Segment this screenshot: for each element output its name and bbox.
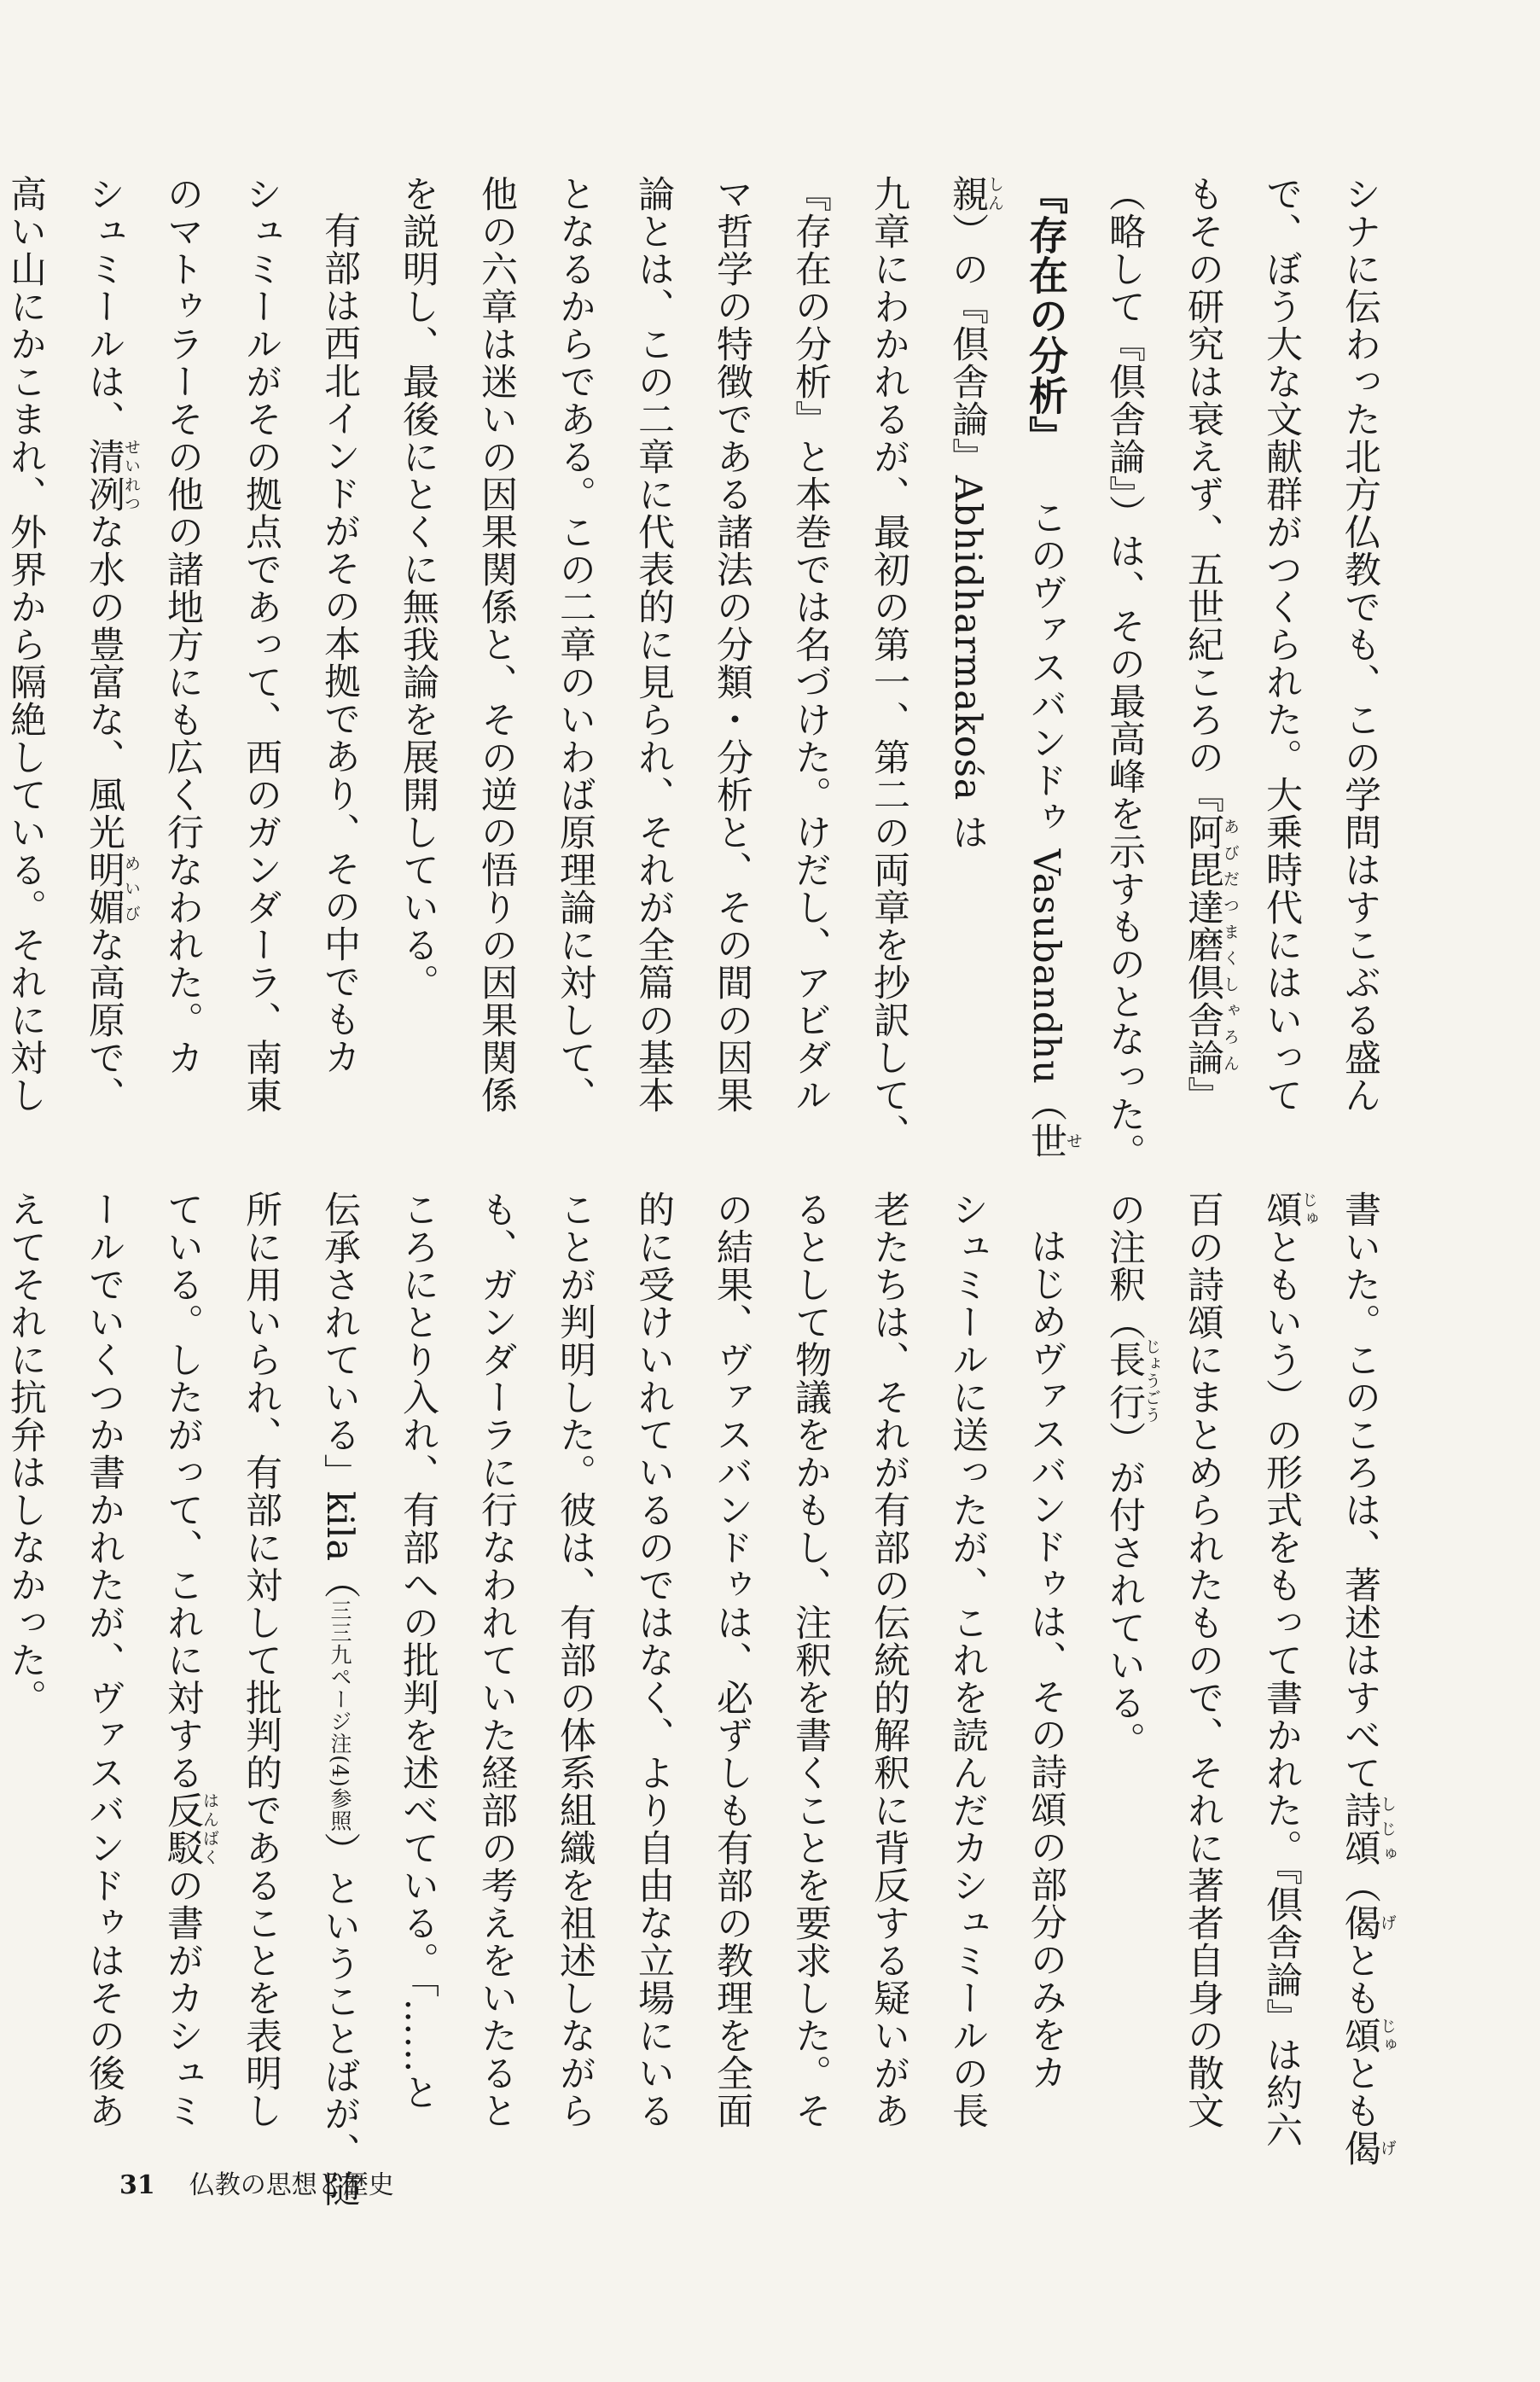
ruby-base: 清冽 [83,438,125,513]
text-segment: このヴァスバンドゥ Vasubandhu（ [1025,498,1067,1122]
text-segment: （ [1339,1867,1381,1904]
text-segment: 所に用いられ、有部に対して批判的であることを表明し [240,1191,282,2129]
ruby-base: 詩頌 [1339,1791,1381,1867]
ruby-word [161,1791,219,1867]
text-segment: シュミールに送ったが、これを読んだカシュミールの長 [946,1191,989,2129]
ruby-reading: せ [1064,1121,1083,1160]
text-segment: ）の『倶舎論』Abhidharmakośa は [946,213,989,852]
text-line [222,1191,300,2145]
text-line [693,1191,771,2145]
text-line [457,1191,536,2145]
text-line [65,1191,143,2145]
ruby-base: 反駁 [161,1791,204,1867]
ruby-reading: じゅ [1378,2017,1397,2054]
ruby-base: 偈 [1339,1904,1381,1942]
ruby-base: 頌 [1339,2017,1381,2054]
inline-note: 三三九ページ注(4)参照 [328,1599,352,1832]
text-line [1242,175,1321,1180]
text-line [536,175,614,1180]
text-segment: もその研究は衰えず、五世紀ころの『 [1182,175,1224,813]
text-segment: シュミールは、 [83,175,125,438]
text-segment: はじめヴァスバンドゥは、その詩頌の部分のみをカ [1025,1227,1067,2091]
text-segment: とも [1339,1942,1381,2017]
ruby-base: 頌 [1260,1191,1303,1228]
text-line [1242,1191,1321,2149]
text-line [379,175,457,1180]
ruby-word [1103,1338,1161,1424]
text-segment: ている。したがって、これに対する [161,1191,204,1791]
ruby-base: 世 [1025,1121,1067,1160]
text-segment: で、ぼう大な文献群がつくられた。大乗時代にはいって [1260,175,1303,1114]
ruby-word [83,851,141,926]
ruby-base: 長行 [1103,1338,1146,1424]
ruby-word [1025,1121,1083,1160]
text-line [693,175,771,1180]
text-line [300,1191,379,2208]
text-segment: 九章にわかれるが、最初の第一、第二の両章を抄訳して、 [868,175,910,1151]
text-segment: ）が付されている。 [1103,1421,1146,1759]
text-line [143,1191,222,2145]
text-line [457,175,536,1180]
text-line [1321,175,1399,1180]
ruby-base: 親 [946,175,989,213]
text-line [1164,175,1242,1180]
page-number: 31 [119,2170,155,2200]
ruby-base: 阿毘達磨倶舎論 [1182,813,1224,1076]
ruby-word [1339,2017,1397,2054]
text-line [1085,175,1164,1180]
text-line [1321,1191,1399,2167]
text-line [614,175,693,1180]
text-segment: 『存在の分析』と本巻では名づけた。けだし、アビダル [789,175,832,1114]
ruby-reading: げ [1378,2129,1397,2167]
text-line [1007,175,1085,1180]
page-footer [119,2164,394,2201]
text-segment: 老たちは、それが有部の伝統的解釈に背反する疑いがあ [868,1191,910,2129]
text-segment: を説明し、最後にとくに無我論を展開している。 [397,175,439,1001]
ruby-word [1182,813,1240,1076]
text-segment: えてそれに抗弁はしなかった。 [4,1191,47,1716]
text-line [536,1191,614,2145]
text-line [614,1191,693,2145]
text-segment: とも [1339,2054,1381,2129]
ruby-reading: じょうごう [1142,1338,1161,1424]
text-line [1085,1191,1164,2145]
text-segment: マ哲学の特徴である諸法の分類・分析と、その間の因果 [711,175,753,1114]
text-segment: シナに伝わった北方仏教でも、この学問はすこぶる盛ん [1339,175,1381,1114]
text-segment: な高原で、 [83,926,125,1114]
text-line [1164,1191,1242,2145]
text-segment: ことが判明した。彼は、有部の体系組織を祖述しながら [554,1191,596,2129]
ruby-reading: しん [985,175,1004,213]
text-segment: ともいう）の形式をもって書かれた。『倶舎論』は約六 [1260,1228,1303,2149]
text-segment: 論とは、この二章に代表的に見られ、それが全篇の基本 [632,175,675,1114]
text-segment: 』 [1182,1076,1224,1114]
text-line [928,175,1007,1180]
text-segment: の書がカシュミ [161,1867,204,2129]
text-segment: 他の六章は迷いの因果関係と、その逆の悟りの因果関係 [475,175,518,1114]
text-segment: 書いた。このころは、著述はすべて [1339,1191,1381,1791]
text-line [0,175,65,1180]
text-segment: 伝承されている」kila（ [318,1191,361,1600]
section-heading: 『存在の分析』 [1023,175,1069,456]
text-segment: 高い山にかこまれ、外界から隔絶している。それに対し [4,175,47,1114]
ruby-base: 偈 [1339,2129,1381,2167]
text-line [771,175,850,1180]
upper-text-block [4,175,1399,1180]
ruby-reading: しじゅ [1378,1791,1397,1867]
ruby-word [1339,1904,1397,1942]
text-line [222,175,300,1180]
ruby-reading: じゅ [1299,1191,1318,1228]
text-line [850,175,928,1180]
text-segment: （略して『倶舎論』）は、その最高峰を示すものとなった。 [1103,175,1146,1171]
text-segment: るとして物議をかもし、注釈を書くことを要求した。そ [789,1191,832,2129]
text-segment: のマトゥラーその他の諸地方にも広く行なわれた。カ [161,175,204,1076]
ruby-reading: はんばく [200,1791,219,1867]
text-line [379,1191,457,2145]
text-segment: となるからである。この二章のいわば原理論に対して、 [554,175,596,1114]
text-segment: ）ということばが、随 [318,1832,361,2208]
text-segment: も、ガンダーラに行なわれていた経部の考えをいたると [475,1191,518,2129]
ruby-reading: げ [1378,1904,1397,1942]
text-line [771,1191,850,2145]
text-segment: な水の豊富な、風光 [83,513,125,851]
text-line [65,175,143,1180]
ruby-word [1339,1791,1397,1867]
text-line [143,175,222,1180]
text-segment: 有部は西北インドがその本拠であり、その中でもカ [318,212,361,1075]
text-segment: 的に受けいれているのではなく、より自由な立場にいる [632,1191,675,2129]
text-segment: ールでいくつか書かれたが、ヴァスバンドゥはその後あ [83,1191,125,2129]
ruby-base: 明媚 [83,851,125,926]
ruby-word [83,438,141,513]
ruby-reading: あびだつまくしゃろん [1221,813,1240,1076]
text-segment: 百の詩頌にまとめられたもので、それに著者自身の散文 [1182,1191,1224,2129]
ruby-word [1339,2129,1397,2167]
ruby-word [946,175,1004,213]
text-segment: の結果、ヴァスバンドゥは、必ずしも有部の教理を全面 [711,1191,753,2129]
text-segment: シュミールがその拠点であって、西のガンダーラ、南東 [240,175,282,1114]
ruby-reading: せいれつ [122,438,141,513]
ruby-reading: めいび [122,851,141,926]
text-segment: の注釈（ [1103,1191,1146,1341]
text-line [928,1191,1007,2145]
text-line [1007,1191,1085,2145]
text-segment: ころにとり入れ、有部への批判を述べている。「……と [397,1191,439,2111]
text-line [850,1191,928,2145]
text-line [0,1191,65,2145]
text-line [300,175,379,1180]
ruby-word [1260,1191,1318,1228]
running-title: 仏教の思想と歴史 [189,2170,394,2200]
